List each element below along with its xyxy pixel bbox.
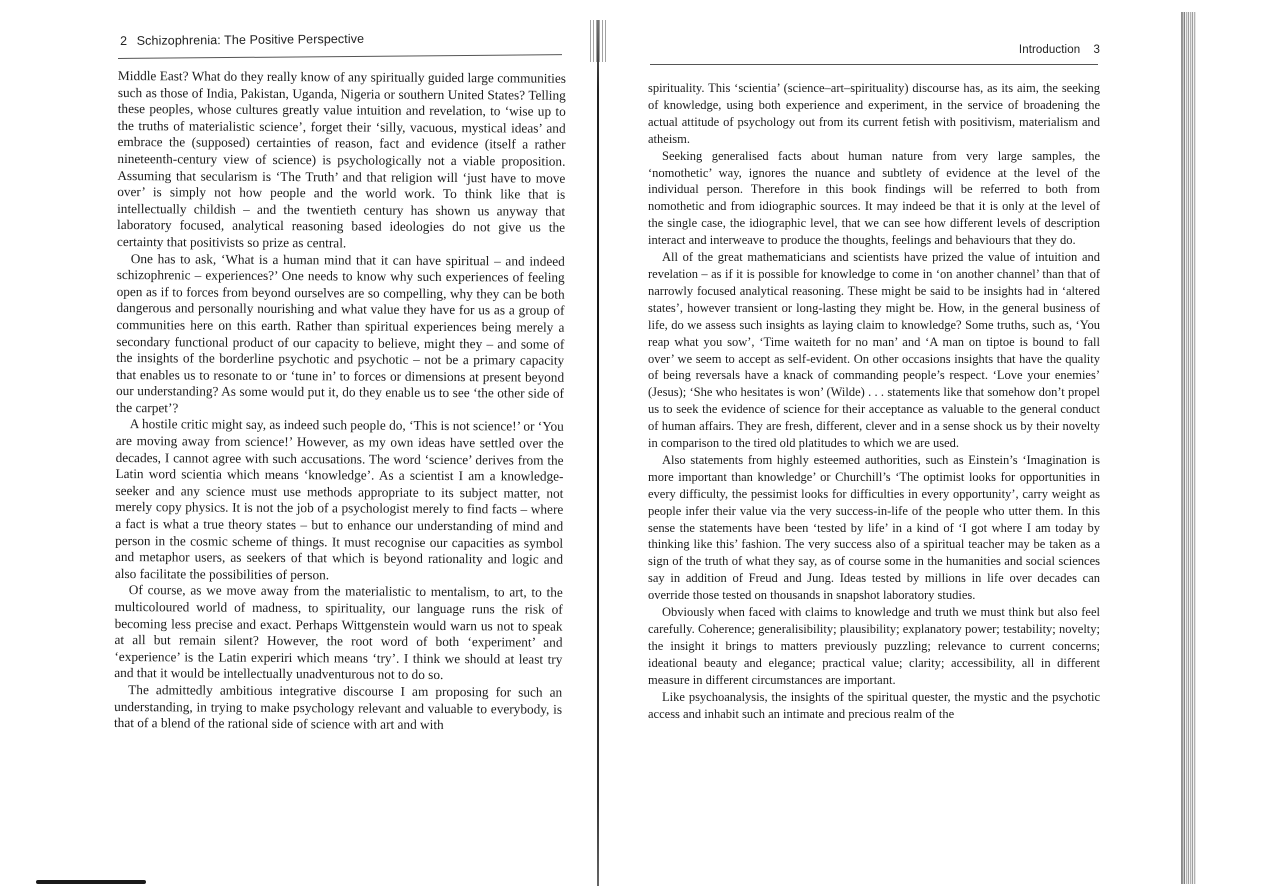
paragraph: All of the great mathematicians and scientists have prized the value of intuition and revelation – as if it is possible for knowledge to come in ‘on another channel’ than that of narrowly focused analytical reasoning. These might be said to be insights had in ‘altered states’, however transient or long-lasting they might be. How, in the general business of life, do we assess such insights as laying claim to knowledge? Some truths, such as, ‘You reap what you sow’, ‘Time waiteth for no man’ and ‘A man on tiptoe is bound to fall over’ we seem to accept as self-evident. On other occasions insights that have the quality of being reversals have a knack of commanding people’s respect. ‘Love your enemies’ (Jesus); ‘She who hesitates is won’ (Wilde) . . . statements like that somehow don’t propel us to seek the evidence of science for their acceptance as valuable to the general conduct of human affairs. They are fresh, different, clever and in a sense shock us by their novelty in comparison to the tired old platitudes to which we are used.: [648, 250, 1100, 451]
page-number-right: 3: [1093, 44, 1100, 56]
running-head-title-left: Schizophrenia: The Positive Perspective: [136, 31, 365, 48]
paragraph: Of course, as we move away from the materialistic to mentalism, to art, to the multicoloured world of madness, to spirituality, our language runs the risk of becoming less precise and exact. Perhaps Wittgenstein would warn us not to speak at all but remain silent? However, the root word of both ‘experiment’ and ‘experience’ is the Latin experiri which means ‘try’. I think we should at least try and that it would be intellectually unadventurous not to do so.: [114, 582, 563, 683]
paragraph: Obviously when faced with claims to knowledge and truth we must think but also feel carefully. Coherence; generalisibility; plausibility; explanatory power; testability; novelty; the insight it brings to matters previously puzzling; relevance to current concerns; ideational beauty and elegance; practical value; clarity; accessibility, all in different measure in different circumstances are important.: [648, 605, 1100, 687]
body-text-left: [114, 68, 566, 734]
body-text-right: [648, 80, 1100, 722]
header-rule-left: [118, 54, 562, 59]
running-head-title-right: Introduction: [1018, 44, 1081, 56]
paragraph: A hostile critic might say, as indeed such people do, ‘This is not science!’ or ‘You are moving away from science!’ However, as my own ideas have settled over the decades, I cannot agree with such accusations. The word ‘science’ derives from the Latin word scientia which means ‘knowledge’. As a scientist I am a knowledge-seeker and any science must use methods appropriate to its subject matter, not merely copy physics. It is not the job of a psychologist merely to find facts – where a fact is what a true theory states – but to enhance our understanding of mind and person in the cosmic scheme of things. It must recognise our capacities as symbol and metaphor users, as seekers of that which is beyond rationality and logic and also facilitate the possibilities of person.: [114, 416, 564, 583]
paragraph: One has to ask, ‘What is a human mind that it can have spiritual – and indeed schizophrenic – experiences?’ One needs to know why such experiences of feeling open as if to forces from beyond ourselves are so compelling, why they can be both dangerous and personally nourishing and what value they have for us as a group of communities here on this earth. Rather than spiritual experiences being merely a secondary functional product of our capacity to believe, might they – and some of the insights of the borderline psychotic and psychotic – not be a primary capacity that enables us to resonate to or ‘tune in’ to forces or dimensions at present beyond our understanding? As some would put it, do they enable us to see ‘the other side of the carpet’?: [115, 250, 565, 416]
gutter-line: [597, 20, 599, 886]
page-edge-stack: [1182, 12, 1196, 884]
paragraph: spirituality. This ‘scientia’ (science–art–spirituality) discourse has, as its aim, the seeking of knowledge, using both experience and experiment, in the service of broadening the actual attitude of psychology out from its current fetish with positivism, materialism and atheism.: [648, 81, 1100, 146]
header-rule-right: [650, 64, 1098, 65]
paragraph: The admittedly ambitious integrative discourse I am proposing for such an understanding, in trying to make psychology relevant and valuable to everybody, is that of a blend of the rational side of science with art and with: [113, 682, 563, 733]
paragraph: Seeking generalised facts about human nature from very large samples, the ‘nomothetic’ way, ignores the nuance and subtlety of evidence at the level of the individual person. Therefore in this book findings will be referred to both from nomothetic and from idiographic sources. It may indeed be that it is only at the level of the single case, the idiographic level, that we can see how different levels of description interact and interweave to produce the thoughts, feelings and behaviours that they do.: [648, 148, 1100, 248]
paragraph: Middle East? What do they really know of any spiritually guided large communities such as those of India, Pakistan, Uganda, Nigeria or southern United States? Telling these peoples, whose cultures greatly value intuition and revelation, to ‘wise up to the truths of materialistic science’, forget their ‘silly, vacuous, mystical ideas’ and embrace the (supposed) certainties of reason, fact and evidence (itself a rather nineteenth-century view of science) is psychologically not a viable proposition. Assuming that secularism is ‘The Truth’ and that religion will ‘just have to move over’ is simply not how people and the world work. To think like that is intellectually childish – and the twentieth century has shown us anyway that laboratory focused, analytical reasoning based ideologies do not give us the certainty that positivists so prize as central.: [116, 68, 566, 251]
page-number-left: 2: [120, 33, 128, 48]
scan-mark: [36, 880, 146, 884]
running-head-left: [120, 32, 364, 48]
paragraph: Also statements from highly esteemed authorities, such as Einstein’s ‘Imagination is more important than knowledge’ or Churchill’s ‘The optimist looks for opportunities in every difficulty, the pessimist looks for difficulties in every opportunity’, carry weight as people infer their value via the very success-in-life of the people who utter them. In this sense the statements have been ‘tested by life’ in a kind of ‘I got where I am today by thinking like this’ fashion. The very success also of a spiritual teacher may be taken as a sign of the truth of what they say, as of course some in the humanities and social sciences say in addition of Freud and Jung. Ideas tested by millions in life over decades can override those tested on thousands in snapshot laboratory studies.: [648, 452, 1100, 603]
gutter-smudge: [590, 20, 608, 62]
running-head-right: [1019, 44, 1100, 56]
book-gutter: [594, 20, 602, 886]
paragraph: Like psychoanalysis, the insights of the spiritual quester, the mystic and the psychotic access and inhabit such an intimate and precious realm of the: [648, 689, 1100, 721]
